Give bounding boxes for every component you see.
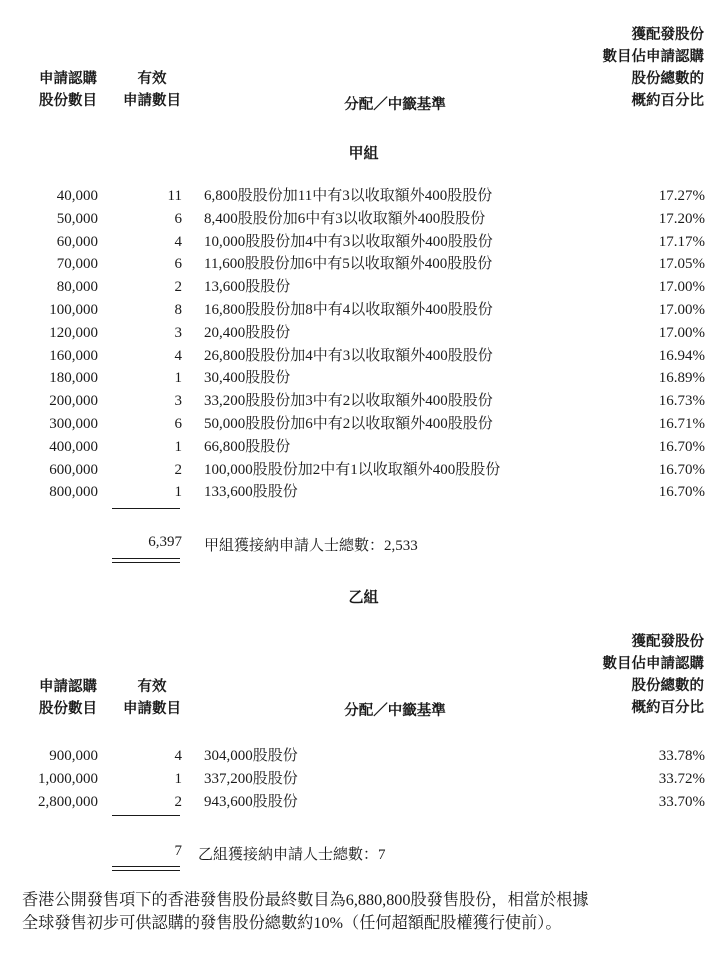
allocation-pct-cell: 16.70% — [658, 438, 705, 455]
table-row — [0, 390, 727, 413]
allocation-basis-cell: 13,600股股份 — [204, 279, 291, 296]
pool-b-total-apps: 7 — [174, 843, 182, 859]
pool-a-table — [0, 185, 727, 504]
allocation-basis-cell: 304,000股股份 — [204, 748, 298, 764]
valid-apps-cell: 1 — [174, 370, 182, 387]
applied-shares-cell: 100,000 — [49, 301, 98, 318]
table-row — [0, 185, 727, 208]
valid-apps-cell: 6 — [174, 415, 182, 432]
valid-apps-cell: 3 — [174, 393, 182, 410]
pool-b-title: 乙組 — [348, 588, 379, 606]
header-pct-line3: 股份總數的 — [631, 678, 704, 694]
header-pct-line3: 股份總數的 — [631, 71, 704, 87]
pool-b-subtotal-rule — [112, 815, 180, 816]
applied-shares-cell: 40,000 — [56, 188, 98, 204]
valid-apps-cell: 8 — [174, 301, 182, 318]
allocation-pct-cell: 17.20% — [658, 210, 705, 227]
header-basis-b: 分配／中籤基準 — [344, 703, 446, 719]
allocation-pct-cell: 16.70% — [658, 461, 705, 478]
allocation-pct-cell: 17.00% — [658, 324, 705, 341]
table-row — [0, 367, 727, 390]
allocation-pct-cell: 17.27% — [658, 188, 705, 204]
header-valid-apps-a — [112, 68, 192, 112]
valid-apps-cell: 4 — [174, 233, 182, 250]
applied-shares-cell: 80,000 — [56, 279, 98, 296]
header-pct-line2: 數目佔申請認購 — [602, 656, 704, 672]
applied-shares-cell: 70,000 — [56, 256, 98, 273]
applied-shares-cell: 120,000 — [49, 324, 98, 341]
valid-apps-cell: 1 — [174, 770, 182, 787]
header-valid-line2: 申請數目 — [123, 93, 181, 109]
table-row — [0, 436, 727, 459]
pool-a-total-text: 甲組獲接納申請人士總數：2,533 — [204, 538, 418, 554]
table-row — [0, 322, 727, 345]
pool-b-total-text: 乙組獲接納申請人士總數：7 — [198, 847, 386, 863]
header-valid-line2: 申請數目 — [123, 701, 181, 717]
table-row — [0, 768, 727, 791]
valid-apps-cell: 11 — [167, 188, 182, 204]
applied-shares-cell: 900,000 — [49, 748, 98, 764]
valid-apps-cell: 4 — [174, 748, 182, 764]
allocation-pct-cell: 33.70% — [658, 793, 705, 810]
applied-shares-cell: 60,000 — [56, 233, 98, 250]
allocation-pct-cell: 33.78% — [658, 748, 705, 764]
header-valid-apps-b — [112, 676, 192, 720]
valid-apps-cell: 2 — [174, 461, 182, 478]
valid-apps-cell: 3 — [174, 324, 182, 341]
header-applied-line2: 股份數目 — [39, 93, 97, 109]
valid-apps-cell: 1 — [174, 484, 182, 501]
applied-shares-cell: 160,000 — [49, 347, 98, 364]
valid-apps-cell: 6 — [174, 210, 182, 227]
valid-apps-cell: 2 — [174, 279, 182, 296]
header-valid-line1: 有效 — [137, 71, 167, 87]
allocation-basis-cell: 20,400股股份 — [204, 324, 291, 341]
valid-apps-cell: 6 — [174, 256, 182, 273]
table-row — [0, 253, 727, 276]
table-row — [0, 208, 727, 231]
header-pct-a — [603, 24, 705, 112]
header-pct-line1: 獲配發股份 — [631, 634, 704, 650]
header-applied-line1: 申請認購 — [39, 679, 97, 695]
allocation-basis-cell: 11,600股股份加6中有5以收取額外400股股份 — [204, 256, 493, 273]
footnote-line1: 香港公開發售項下的香港發售股份最終數目為6,880,800股發售股份，相當於根據 — [22, 891, 589, 909]
header-pct-line1: 獲配發股份 — [631, 27, 704, 43]
allocation-basis-cell: 30,400股股份 — [204, 370, 291, 387]
footnote-line2: 全球發售初步可供認購的發售股份總數約10%（任何超額配股權獲行使前）。 — [22, 914, 562, 932]
applied-shares-cell: 300,000 — [49, 415, 98, 432]
applied-shares-cell: 400,000 — [49, 438, 98, 455]
header-applied-shares-b — [28, 676, 108, 720]
table-row — [0, 413, 727, 436]
allocation-pct-cell: 17.17% — [658, 233, 705, 250]
header-pct-line2: 數目佔申請認購 — [602, 49, 704, 65]
allocation-basis-cell: 133,600股股份 — [204, 484, 298, 501]
applied-shares-cell: 800,000 — [49, 484, 98, 501]
pool-a-total-double-rule — [112, 558, 180, 563]
allocation-basis-cell: 943,600股股份 — [204, 793, 298, 810]
allocation-basis-cell: 10,000股股份加4中有3以收取額外400股股份 — [204, 233, 493, 250]
allocation-pct-cell: 16.89% — [658, 370, 705, 387]
table-row — [0, 745, 727, 768]
allocation-basis-cell: 16,800股股份加8中有4以收取額外400股股份 — [204, 301, 493, 318]
allocation-basis-cell: 26,800股股份加4中有3以收取額外400股股份 — [204, 347, 493, 364]
allocation-basis-cell: 6,800股股份加11中有3以收取額外400股股份 — [204, 188, 493, 204]
pool-b-total-double-rule — [112, 866, 180, 871]
allocation-pct-cell: 16.70% — [658, 484, 705, 501]
header-applied-shares-a — [28, 68, 108, 112]
header-pct-b — [603, 631, 705, 719]
valid-apps-cell: 1 — [174, 438, 182, 455]
table-row — [0, 345, 727, 368]
pool-b-table — [0, 745, 727, 813]
header-pct-line4: 概約百分比 — [631, 700, 704, 716]
applied-shares-cell: 180,000 — [49, 370, 98, 387]
allocation-pct-cell: 17.00% — [658, 301, 705, 318]
final-allocation-note — [22, 889, 712, 935]
table-row — [0, 231, 727, 254]
header-pct-line4: 概約百分比 — [631, 93, 704, 109]
valid-apps-cell: 2 — [174, 793, 182, 810]
pool-a-total-apps: 6,397 — [148, 534, 182, 550]
applied-shares-cell: 1,000,000 — [38, 770, 98, 787]
pool-a-title: 甲組 — [348, 144, 379, 162]
allocation-basis-cell: 33,200股股份加3中有2以收取額外400股股份 — [204, 393, 493, 410]
allocation-pct-cell: 16.71% — [658, 415, 705, 432]
header-applied-line1: 申請認購 — [39, 71, 97, 87]
applied-shares-cell: 200,000 — [49, 393, 98, 410]
table-row — [0, 459, 727, 482]
allocation-pct-cell: 17.00% — [658, 279, 705, 296]
table-row — [0, 299, 727, 322]
valid-apps-cell: 4 — [174, 347, 182, 364]
allocation-pct-cell: 33.72% — [658, 770, 705, 787]
allocation-pct-cell: 16.94% — [658, 347, 705, 364]
allocation-basis-cell: 8,400股股份加6中有3以收取額外400股股份 — [204, 210, 486, 227]
header-applied-line2: 股份數目 — [39, 701, 97, 717]
applied-shares-cell: 600,000 — [49, 461, 98, 478]
allocation-basis-cell: 100,000股股份加2中有1以收取額外400股股份 — [204, 461, 501, 478]
header-basis-a: 分配／中籤基準 — [344, 97, 446, 113]
allocation-basis-cell: 337,200股股份 — [204, 770, 298, 787]
applied-shares-cell: 50,000 — [56, 210, 98, 227]
allocation-basis-cell: 66,800股股份 — [204, 438, 291, 455]
allocation-basis-cell: 50,000股股份加6中有2以收取額外400股股份 — [204, 415, 493, 432]
table-row — [0, 276, 727, 299]
table-row — [0, 791, 727, 814]
allocation-pct-cell: 16.73% — [658, 393, 705, 410]
allocation-pct-cell: 17.05% — [658, 256, 705, 273]
header-valid-line1: 有效 — [137, 679, 167, 695]
table-row — [0, 481, 727, 504]
pool-a-subtotal-rule — [112, 508, 180, 509]
applied-shares-cell: 2,800,000 — [38, 793, 98, 810]
